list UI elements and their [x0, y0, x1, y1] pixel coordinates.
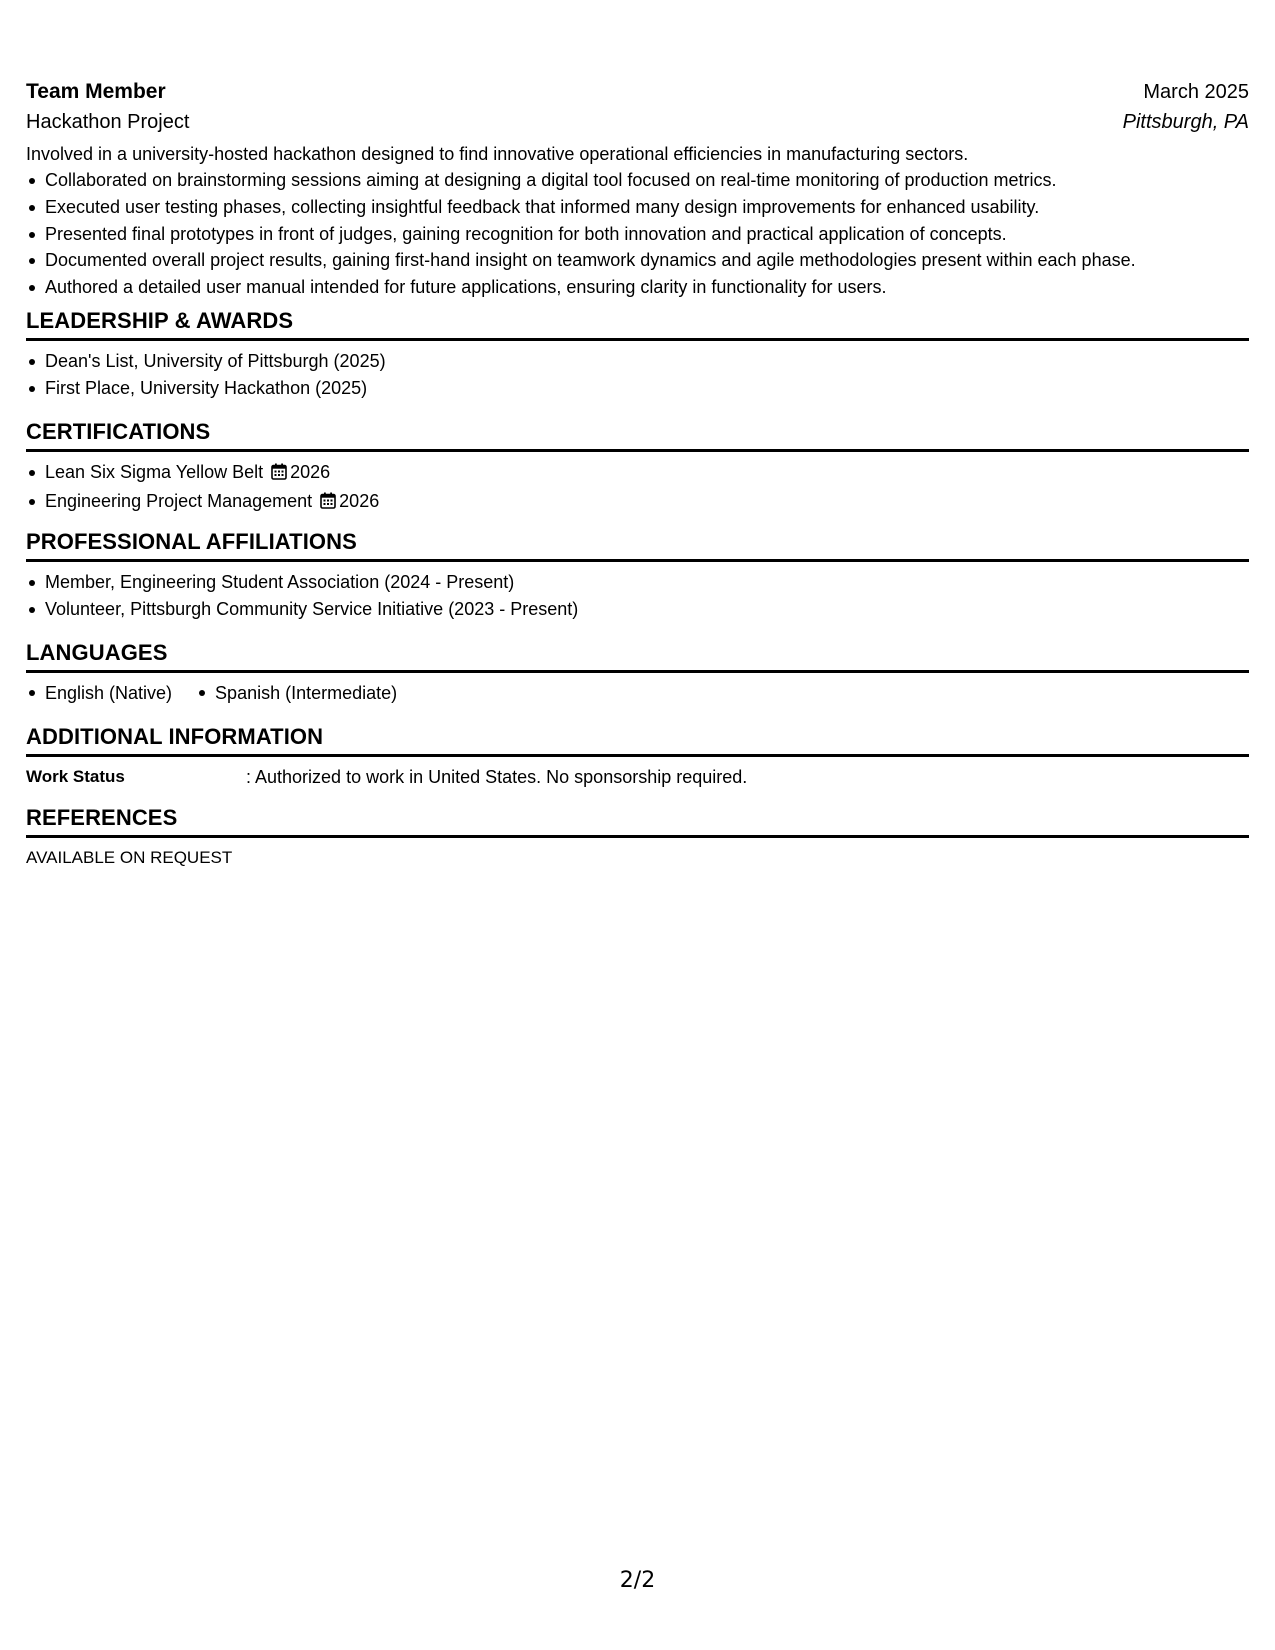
languages-list	[26, 680, 1249, 706]
additional-info-section	[26, 722, 1249, 790]
job-organization: Hackathon Project	[26, 111, 190, 133]
list-item: Volunteer, Pittsburgh Community Service Initiative (2023 - Present)	[26, 596, 1249, 623]
affiliations-section	[26, 527, 1249, 623]
experience-entry	[26, 77, 1249, 301]
list-item	[26, 459, 1249, 488]
leadership-section	[26, 306, 1249, 402]
work-status-value: : Authorized to work in United States. No sponsorship required.	[246, 767, 748, 787]
certification-name: Lean Six Sigma Yellow Belt	[45, 462, 264, 482]
section-heading: LANGUAGES	[26, 638, 1249, 673]
languages-section	[26, 638, 1249, 706]
list-item: Documented overall project results, gaining first-hand insight on teamwork dynamics and agile methodologies present within each phase.	[26, 247, 1249, 274]
references-section	[26, 803, 1249, 871]
list-item: Collaborated on brainstorming sessions aiming at designing a digital tool focused on real-time monitoring of production metrics.	[26, 167, 1249, 194]
list-item: Authored a detailed user manual intended for future applications, ensuring clarity in functionality for users.	[26, 274, 1249, 301]
section-heading: REFERENCES	[26, 803, 1249, 838]
certifications-list	[26, 459, 1249, 517]
affiliations-list	[26, 569, 1249, 623]
references-text: AVAILABLE ON REQUEST	[26, 848, 233, 867]
list-item: Executed user testing phases, collecting insightful feedback that informed many design improvements for enhanced usability.	[26, 194, 1249, 221]
section-heading: CERTIFICATIONS	[26, 417, 1249, 452]
list-item: First Place, University Hackathon (2025)	[26, 375, 1249, 402]
list-item: Dean's List, University of Pittsburgh (2025)	[26, 348, 1249, 375]
list-item: Spanish (Intermediate)	[196, 680, 397, 706]
section-heading: ADDITIONAL INFORMATION	[26, 722, 1249, 757]
list-item: Presented final prototypes in front of judges, gaining recognition for both innovation and practical application of concepts.	[26, 221, 1249, 248]
certification-year: 2026	[339, 490, 380, 511]
job-title: Team Member	[26, 80, 166, 103]
leadership-list	[26, 348, 1249, 402]
entry-subheader	[26, 107, 1249, 137]
section-heading: PROFESSIONAL AFFILIATIONS	[26, 527, 1249, 562]
certification-year: 2026	[290, 462, 331, 482]
entry-header	[26, 77, 1249, 107]
certification-name: Engineering Project Management	[45, 490, 313, 511]
page-number: 2/2	[619, 1568, 656, 1593]
job-bullets	[26, 167, 1249, 301]
section-heading: LEADERSHIP & AWARDS	[26, 306, 1249, 341]
certifications-section	[26, 417, 1249, 517]
job-date: March 2025	[1143, 81, 1249, 103]
list-item: English (Native)	[26, 680, 172, 706]
list-item	[26, 488, 1249, 517]
calendar-icon	[271, 461, 287, 488]
job-summary: Involved in a university-hosted hackathon designed to find innovative operational efficiencies in manufacturing sectors.	[26, 144, 969, 164]
job-location: Pittsburgh, PA	[1122, 111, 1249, 133]
work-status-row	[26, 764, 1249, 790]
work-status-label: Work Status	[26, 767, 125, 786]
calendar-icon	[320, 490, 336, 517]
list-item: Member, Engineering Student Association (2024 - Present)	[26, 569, 1249, 596]
